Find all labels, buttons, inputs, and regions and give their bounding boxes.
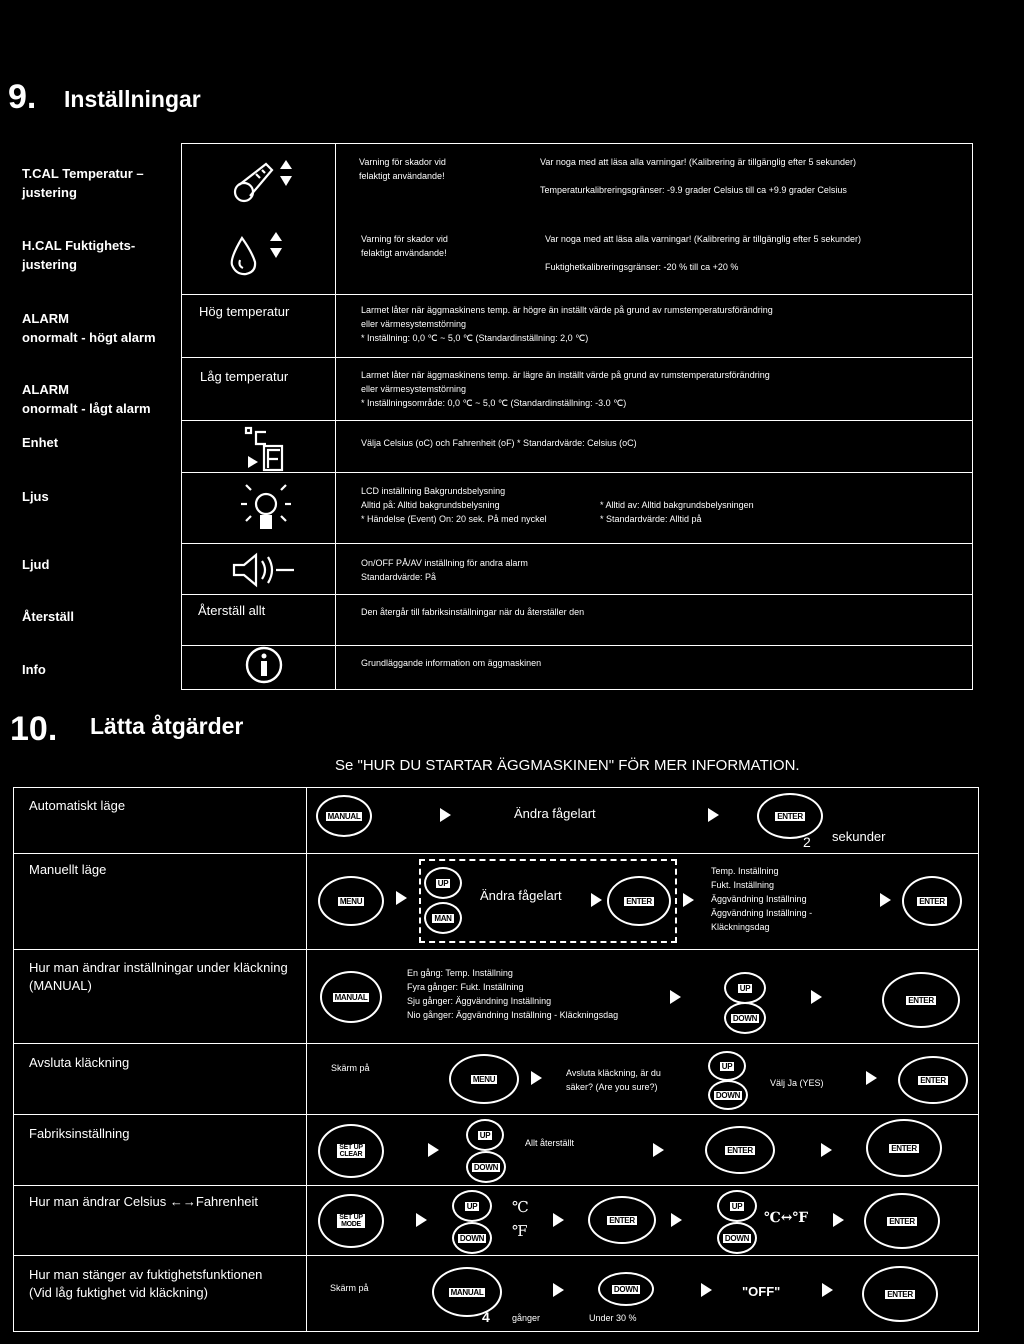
sub-low-temp: Låg temperatur <box>200 369 289 384</box>
up-button[interactable]: UP <box>466 1119 504 1151</box>
under-30-text: Under 30 % <box>589 1313 637 1323</box>
enter-button[interactable]: ENTER <box>705 1126 775 1174</box>
down-button[interactable]: DOWN <box>598 1272 654 1306</box>
up-button[interactable]: UP <box>708 1051 746 1081</box>
menu-button[interactable]: MENU <box>318 876 384 926</box>
step-text: Ändra fågelart <box>514 806 596 821</box>
row-label-unit: Enhet <box>22 435 59 450</box>
action-label-end-hatching: Avsluta kläckning <box>29 1055 130 1070</box>
row-divider <box>181 645 973 646</box>
down-button[interactable]: DOWN <box>452 1222 492 1254</box>
arrow-icon <box>531 1071 542 1085</box>
setup-clear-button[interactable]: SET UP CLEAR <box>318 1124 384 1178</box>
enter-button[interactable]: ENTER <box>902 876 962 926</box>
seconds-number: 2 <box>803 834 811 850</box>
screen-on-text: Skärm på <box>331 1063 370 1073</box>
row-divider <box>13 1114 979 1115</box>
arrow-icon <box>396 891 407 905</box>
up-button[interactable]: UP <box>424 867 462 899</box>
enter-button[interactable]: ENTER <box>757 793 823 839</box>
desc-sound: On/OFF PÅ/AV inställning för andra alarm Standardvärde: På <box>361 558 528 582</box>
row-label-tcal: T.CAL Temperatur – justering <box>22 166 144 200</box>
row-divider <box>13 853 979 854</box>
row-label-hcal: H.CAL Fuktighets- justering <box>22 238 136 272</box>
row-divider <box>181 543 973 544</box>
table-border <box>972 143 973 690</box>
row-divider <box>181 472 973 473</box>
arrow-icon <box>428 1143 439 1157</box>
enter-button[interactable]: ENTER <box>862 1266 938 1322</box>
row-divider <box>181 420 973 421</box>
enter-button[interactable]: ENTER <box>866 1119 942 1177</box>
row-divider <box>13 1331 979 1332</box>
arrow-icon <box>833 1213 844 1227</box>
desc-alarm-low: Larmet låter när äggmaskinens temp. är lägre än inställt värde på grund av rumstemperatursförändring eller värmesystemstörning * Inställningsområde: 0,0 ℃ ~ 5,0 ℃ (Standardinställning: -3.0 ℃) <box>361 370 770 408</box>
section-number: 9. <box>8 78 37 116</box>
desc-light: LCD inställning Bakgrundsbelysning Alltid på: Alltid bakgrundsbelysning * Händelse (Event) On: 20 sek. På med nyckel <box>361 486 547 524</box>
arrow-icon <box>880 893 891 907</box>
arrow-icon <box>591 893 602 907</box>
arrow-icon <box>670 990 681 1004</box>
screen-on-text: Skärm på <box>330 1283 369 1293</box>
table-border <box>181 143 182 690</box>
arrow-icon <box>653 1143 664 1157</box>
press-count-list: En gång: Temp. Inställning Fyra gånger: Fukt. Inställning Sju gånger: Äggvändning Inställning Nio gånger: Äggvändning Inställning - Kläckningsdag <box>407 968 619 1020</box>
table-border <box>13 787 14 1332</box>
section-title: Inställningar <box>64 86 201 112</box>
warning-text-tcal: Varning för skador vid felaktigt användande! <box>359 157 446 181</box>
select-yes-text: Välj Ja (YES) <box>770 1078 824 1088</box>
arrow-icon <box>671 1213 682 1227</box>
desc-hcal: Var noga med att läsa alla varningar! (Kalibrering är tillgänglig efter 5 sekunder) <box>545 234 862 244</box>
speaker-icon <box>232 551 298 589</box>
sub-reset-all: Återställ allt <box>198 603 266 618</box>
row-divider <box>181 357 973 358</box>
press-count: 4 <box>482 1309 490 1325</box>
row-label-sound: Ljud <box>22 557 50 572</box>
row-divider <box>181 294 973 295</box>
arrow-icon <box>683 893 694 907</box>
info-icon <box>244 645 284 685</box>
down-button[interactable]: DOWN <box>466 1151 506 1183</box>
enter-button[interactable]: ENTER <box>588 1196 656 1244</box>
action-label-change-settings: Hur man ändrar inställningar under kläckning (MANUAL) <box>29 960 288 993</box>
arrow-icon <box>440 808 451 822</box>
menu-button[interactable]: MENU <box>449 1054 519 1104</box>
press-count-unit: gånger <box>512 1313 541 1323</box>
desc-tcal: Var noga med att läsa alla varningar! (Kalibrering är tillgänglig efter 5 sekunder) <box>540 157 857 167</box>
fahrenheit-symbol: ℉ <box>512 1222 528 1240</box>
reset-done-text: Allt återställt <box>525 1138 575 1148</box>
desc-unit: Välja Celsius (oC) och Fahrenheit (oF) * Standardvärde: Celsius (oC) <box>361 438 637 448</box>
enter-button[interactable]: ENTER <box>864 1193 940 1249</box>
arrow-icon <box>821 1143 832 1157</box>
arrow-icon <box>866 1071 877 1085</box>
row-divider <box>181 689 973 690</box>
seconds-unit: sekunder <box>832 829 886 844</box>
info-note: Se "HUR DU STARTAR ÄGGMASKINEN" FÖR MER INFORMATION. <box>335 757 800 774</box>
table-border <box>978 787 979 1332</box>
down-button[interactable]: DOWN <box>708 1080 748 1110</box>
sub-high-temp: Hög temperatur <box>199 304 290 319</box>
row-divider <box>181 594 973 595</box>
confirm-text: Avsluta kläckning, är du säker? (Are you sure?) <box>566 1068 661 1092</box>
manual-button[interactable]: MANUAL <box>432 1267 502 1317</box>
arrow-icon <box>811 990 822 1004</box>
enter-button[interactable]: ENTER <box>607 876 671 926</box>
row-label-info: Info <box>22 662 46 677</box>
up-button[interactable]: UP <box>717 1190 757 1222</box>
row-label-light: Ljus <box>22 489 49 504</box>
celsius-fahrenheit-toggle-text: ℃↔℉ <box>764 1210 809 1226</box>
arrow-icon <box>553 1283 564 1297</box>
desc-alarm-high: Larmet låter när äggmaskinens temp. är högre än inställt värde på grund av rumstemperatursförändring eller värmesystemstörning * Inställning: 0,0 ℃ ~ 5,0 ℃ (Standardinställning: 2,0 ℃) <box>361 305 773 343</box>
settings-list: Temp. Inställning Fukt. Inställning Äggvändning Inställning Äggvändning Inställning - Kläckningsdag <box>711 866 813 932</box>
up-button[interactable]: UP <box>452 1190 492 1222</box>
step-text: Ändra fågelart <box>480 888 562 903</box>
enter-button[interactable]: ENTER <box>898 1056 968 1104</box>
manual-button[interactable]: MANUAL <box>320 971 382 1023</box>
desc-tcal-limits: Temperaturkalibreringsgränser: -9.9 grader Celsius till ca +9.9 grader Celsius <box>540 185 847 195</box>
row-divider <box>13 1043 979 1044</box>
humidity-drop-icon <box>228 232 288 276</box>
row-divider <box>13 1255 979 1256</box>
desc-reset: Den återgår till fabriksinställningar när du återställer den <box>361 607 585 617</box>
warning-text-hcal: Varning för skador vid felaktigt användande! <box>361 234 448 258</box>
arrow-icon <box>416 1213 427 1227</box>
setup-mode-button[interactable]: SET UP MODE <box>318 1194 384 1248</box>
action-label-manual: Manuellt läge <box>29 862 107 877</box>
row-divider <box>13 949 979 950</box>
up-button[interactable]: UP <box>724 972 766 1004</box>
celsius-fahrenheit-icon <box>244 426 290 472</box>
off-text: "OFF" <box>742 1284 781 1299</box>
manual-button[interactable]: MANUAL <box>316 795 372 837</box>
celsius-symbol: ℃ <box>512 1198 529 1216</box>
table-border <box>181 143 973 144</box>
table-border <box>13 787 979 788</box>
row-label-alarm-low: ALARM onormalt - lågt alarm <box>22 382 151 416</box>
arrow-icon <box>708 808 719 822</box>
section-number: 10. <box>10 710 58 748</box>
arrow-icon <box>822 1283 833 1297</box>
light-bulb-icon <box>237 480 295 536</box>
man-button[interactable]: MAN <box>424 902 462 934</box>
action-label-humidity-off: Hur man stänger av fuktighetsfunktionen (Vid låg fuktighet vid kläckning) <box>29 1267 263 1300</box>
arrow-icon <box>701 1283 712 1297</box>
desc-hcal-limits: Fuktighetkalibreringsgränser: -20 % till ca +20 % <box>545 262 739 272</box>
down-button[interactable]: DOWN <box>717 1222 757 1254</box>
action-label-celsius-fahrenheit: Hur man ändrar Celsius ←→Fahrenheit <box>29 1194 259 1209</box>
row-label-alarm-high: ALARM onormalt - högt alarm <box>22 311 156 345</box>
table-border <box>335 143 336 690</box>
thermometer-icon <box>230 158 300 206</box>
row-label-reset: Återställ <box>22 609 75 624</box>
down-button[interactable]: DOWN <box>724 1002 766 1034</box>
enter-button[interactable]: ENTER <box>882 972 960 1028</box>
action-label-auto: Automatiskt läge <box>29 798 126 813</box>
table-border <box>306 787 307 1332</box>
desc-info: Grundläggande information om äggmaskinen <box>361 658 542 668</box>
row-divider <box>13 1185 979 1186</box>
action-label-factory: Fabriksinställning <box>29 1126 130 1141</box>
desc-light-2: * Alltid av: Alltid bakgrundsbelysningen * Standardvärde: Alltid på <box>600 500 754 524</box>
arrow-icon <box>553 1213 564 1227</box>
section-title: Lätta åtgärder <box>90 713 244 739</box>
